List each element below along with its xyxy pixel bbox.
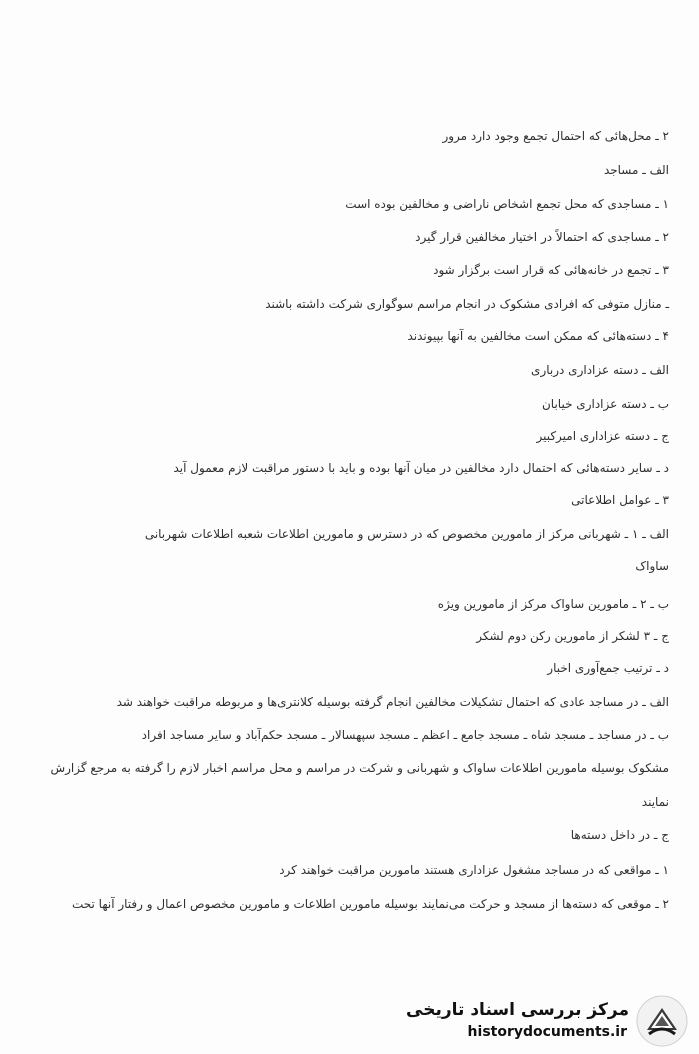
text-line-16: ج ـ ۳ لشکر از مامورین رکن دوم لشکر — [476, 629, 669, 643]
text-line-21: نمایند — [641, 795, 669, 809]
text-line-19: ب ـ در مساجد ـ مسجد شاه ـ مسجد جامع ـ اعظم ـ مسجد سپهسالار ـ مسجد حکم‌آباد و سایر مساجد افراد — [141, 728, 669, 742]
text-line-22: ج ـ در داخل دسته‌ها — [570, 828, 669, 842]
text-line-23: ۱ ـ مواقعی که در مساجد مشغول عزاداری هستند مامورین مراقبت خواهند کرد — [279, 863, 669, 877]
text-line-9: ب ـ دسته عزاداری خیابان — [541, 397, 669, 411]
watermark-url: historydocuments.ir — [467, 1024, 627, 1040]
text-line-4: ۲ ـ مساجدی که احتمالاً در اختیار مخالفین قرار گیرد — [415, 230, 669, 244]
text-line-17: د ـ ترتیب جمع‌آوری اخبار — [547, 661, 669, 675]
text-line-13: الف ـ ۱ ـ شهربانی مرکز از مامورین مخصوص که در دسترس و مامورین اطلاعات شعبه اطلاعات شهربانی — [144, 527, 669, 541]
text-line-14: ساواک — [635, 559, 669, 573]
text-line-1: ۲ ـ محل‌هائی که احتمال تجمع وجود دارد مرور — [442, 129, 669, 143]
text-line-11: د ـ سایر دسته‌هائی که احتمال دارد مخالفین در میان آنها بوده و باید با دستور مراقبت لازم معمول آید — [173, 461, 669, 475]
text-line-20: مشکوک بوسیله مامورین اطلاعات ساواک و شهربانی و شرکت در مراسم و محل مراسم اخبار لازم را گرفته به مرجع گزارش — [50, 761, 669, 775]
text-line-18: الف ـ در مساجد عادی که احتمال تشکیلات مخالفین انجام گرفته بوسیله کلانتری‌ها و مربوطه مراقبت خواهند شد — [116, 695, 669, 709]
text-line-3: ۱ ـ مساجدی که محل تجمع اشخاص ناراضی و مخالفین بوده است — [345, 197, 669, 211]
text-line-15: ب ـ ۲ ـ مامورین ساواک مرکز از مامورین ویژه — [437, 597, 669, 611]
text-line-6: ـ منازل متوفی که افرادی مشکوک در انجام مراسم سوگواری شرکت داشته باشند — [265, 297, 669, 311]
book-logo-icon — [635, 994, 689, 1048]
text-line-5: ۳ ـ تجمع در خانه‌هائی که قرار است برگزار شود — [433, 263, 669, 277]
text-line-12: ۳ ـ عوامل اطلاعاتی — [571, 493, 669, 507]
text-line-8: الف ـ دسته عزاداری درباری — [531, 363, 669, 377]
text-line-7: ۴ ـ دسته‌هائی که ممکن است مخالفین به آنها بپیوندند — [407, 329, 669, 343]
text-line-2: الف ـ مساجد — [603, 163, 669, 177]
text-line-24: ۲ ـ موقعی که دسته‌ها از مسجد و حرکت می‌نمایند بوسیله مامورین اطلاعات و مامورین مخصوص اعمال و رفتار آنها تحت — [71, 897, 669, 911]
text-line-10: ج ـ دسته عزاداری امیرکبیر — [536, 429, 669, 443]
watermark-title: مرکز بررسی اسناد تاریخی — [406, 1000, 629, 1020]
